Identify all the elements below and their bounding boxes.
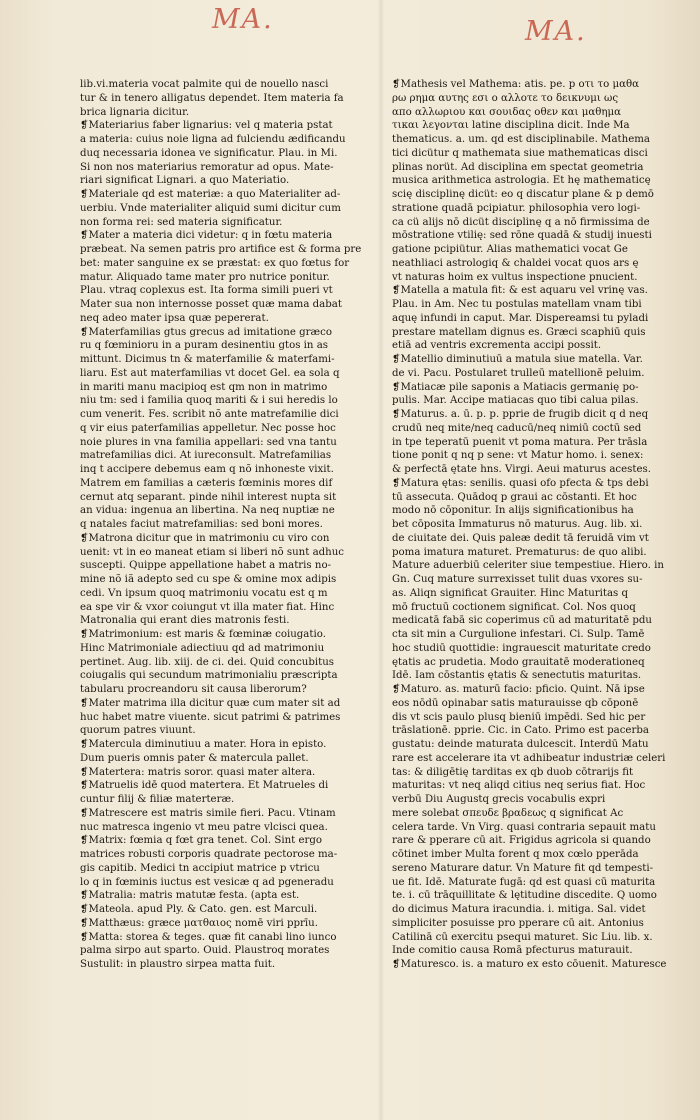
right-text-column bbox=[392, 78, 684, 972]
text-line: mōstratione vtilię: sed rōne quadā & studij inuesti bbox=[392, 230, 652, 242]
text-line: tas: & diligētię tarditas ex qb duob cōtrarijs fit bbox=[392, 766, 634, 778]
text-line: modo nō cōponitur. In alijs significationibus ha bbox=[392, 505, 634, 517]
text-line: Mature aduerbiū celeriter siue tempestiue. Hiero. in bbox=[392, 560, 664, 572]
text-line: ❡Matrimonium: est maris & fœminæ coiugatio. bbox=[80, 629, 326, 640]
text-line: a materia: cuius noie ligna ad fulciendu ædificandu bbox=[80, 134, 346, 145]
text-line: lo q in fœminis iuctus est vesicæ q ad pgeneradu bbox=[80, 876, 334, 888]
text-line: rare est accelerare ita vt adhibeatur industriæ celeri bbox=[392, 752, 666, 764]
text-line: ❡Maturus. a. ū. p. p. pprie de frugib dicit q d neq bbox=[392, 409, 649, 420]
text-line: mere solebat σπευδε βραδεως q significat Ac bbox=[392, 807, 624, 819]
text-line: ρω ρημα αυτης εσι ο αλλοτε το δεικνυμι ως bbox=[392, 92, 619, 104]
text-line: liaru. Est aut materfamilias vt docet Gel. ea sola q bbox=[80, 367, 340, 379]
text-line: crudū neq mite/neq caducū/neq nimiū coctū sed bbox=[392, 422, 642, 434]
text-line: ❡Materfamilias gtus grecus ad imitatione græco bbox=[80, 326, 332, 338]
text-line: trāslationē. pprie. Cic. in Cato. Primo est pacerba bbox=[392, 725, 649, 737]
text-line: aquę infundi in caput. Mar. Dispereamsi tu pyladi bbox=[392, 312, 649, 324]
text-line: Gn. Cuq mature surrexisset tulit duas vxores su- bbox=[392, 574, 643, 585]
text-line: an vidua: ingenua an libertina. Na neq nuptiæ ne bbox=[80, 505, 335, 517]
text-line: as. Aliqn significat Grauiter. Hinc Maturitas q bbox=[392, 587, 629, 599]
text-line: ea spe vir & vxor coiungut vt illa mater fiat. Hinc bbox=[80, 601, 335, 613]
text-line: ❡Matrix: fœmia q fœt gra tenet. Col. Sint ergo bbox=[80, 835, 323, 847]
text-line: non forma rei: sed materia significatur. bbox=[80, 216, 283, 228]
text-line: cōtinet imber Multa forent q mox cœlo pperāda bbox=[392, 849, 639, 860]
text-line: bet: mater sanguine ex se præstat: ex quo fœtus for bbox=[80, 257, 350, 269]
text-line: ❡Matellio diminutiuū a matula siue matella. Var. bbox=[392, 354, 643, 365]
text-line: simpliciter posuisse pro pperare cū ait. Antonius bbox=[392, 917, 644, 929]
text-line: duq necessaria idonea ve significatur. Plau. in Mi. bbox=[80, 147, 338, 159]
text-line: eos nōdū opinabar satis maturauisse qb cōponē bbox=[392, 697, 639, 709]
text-line: απο αλλωριου και σουιδας οθεν και μαθημα bbox=[392, 106, 621, 118]
text-line: huc habet matre viuente. sicut patrimi & patrimes bbox=[80, 711, 341, 723]
text-line: scię disciplinę dicüt: eo q discatur plane & p demō bbox=[392, 189, 654, 200]
text-line: ❡Matura ętas: senilis. quasi ofo pfecta & tps debi bbox=[392, 477, 649, 489]
text-line: riari significat Lignari. a quo Materiatio. bbox=[80, 175, 290, 187]
text-line: gustatu: deinde maturata dulcescit. Interdū Matu bbox=[392, 739, 649, 750]
text-line: medicatā fabā sic coperimus cū ad maturitatē pdu bbox=[392, 615, 652, 627]
column-gutter bbox=[378, 0, 384, 1120]
text-line: matrefamilias dici. At iureconsult. Matrefamilias bbox=[80, 450, 332, 462]
text-line: ❡Matella a matula fit: & est aquaru vel vrinę vas. bbox=[392, 285, 648, 297]
text-line: cta sit min a Curgulione infestari. Ci. Sulp. Tamē bbox=[392, 629, 645, 640]
text-line: niu tm: sed i familia quoq mariti & i sui heredis lo bbox=[80, 395, 338, 407]
text-line: vt naturas hoim ex vultus inspectione pnucient. bbox=[392, 271, 638, 283]
text-line: Dum pueris omnis pater & matercula pallet. bbox=[80, 752, 309, 764]
text-line: Matronalia qui erant dies matronis festi. bbox=[80, 615, 290, 627]
text-line: mō fructuū coctionem significat. Col. Nos quoq bbox=[392, 601, 636, 613]
text-line: præbeat. Na semen patris pro artifice est & forma pre bbox=[80, 244, 362, 255]
text-line: rare & pperare cū ait. Frigidus agricola si quando bbox=[392, 835, 651, 847]
text-line: ❡Mater a materia dici videtur: q in fœtu materia bbox=[80, 230, 333, 242]
text-line: neq adeo mater ipsa quæ pepererat. bbox=[80, 312, 269, 324]
text-line: pertinet. Aug. lib. xiij. de ci. dei. Quid concubitus bbox=[80, 656, 335, 668]
text-line: pulis. Mar. Accipe matiacas quo tibi calua pilas. bbox=[392, 395, 639, 407]
text-line: cernut atq separant. pinde nihil interest nupta sit bbox=[80, 491, 337, 503]
text-line: ❡Matthæus: græce ματθαιος nomē viri pprīu. bbox=[80, 917, 318, 929]
text-line: hoc studiū quottidie: ingrauescit maturitate credo bbox=[392, 642, 651, 654]
text-line: etiā ad ventris excrementa accipi possit. bbox=[392, 340, 602, 352]
left-header-mark: MA. bbox=[212, 4, 274, 35]
text-line: inq t accipere debemus eam q nõ inhoneste vixit. bbox=[80, 464, 334, 475]
text-line: Catilinā cū exercitu psequi maturet. Sic Liu. lib. x. bbox=[392, 931, 653, 943]
text-line: celera tarde. Vn Virg. quasi contraria sepauit matu bbox=[392, 821, 656, 833]
text-line: neathliaci astrologiq & chaldei vocat quos ars ę bbox=[392, 257, 639, 269]
text-line: brica lignaria dicitur. bbox=[80, 106, 190, 118]
text-line: musica arithmetica astrologia. Et hę mathematicę bbox=[392, 175, 651, 187]
text-line: coiugalis qui secundum matrimonialiu præscripta bbox=[80, 670, 338, 682]
text-line: gis capitib. Medici tn accipiut matrice p vtricu bbox=[80, 862, 320, 874]
text-line: stratione quadā pcipiatur. philosophia vero logi- bbox=[392, 202, 641, 214]
text-line: quorum patres viuunt. bbox=[80, 725, 196, 737]
text-line: thematicus. a. um. qd est disciplinabile. Mathema bbox=[392, 134, 650, 145]
text-line: verbū Diu Augustq grecis vocabulis expri bbox=[392, 794, 606, 805]
text-line: Si non nos materiarius remoratur ad opus. Mate- bbox=[80, 161, 334, 173]
text-line: & perfectā ętate hns. Virgi. Aeui maturus acestes. bbox=[392, 464, 651, 475]
text-line: ❡Mater matrima illa dicitur quæ cum mater sit ad bbox=[80, 697, 341, 709]
text-line: Mater sua non internosse posset quæ mama dabat bbox=[80, 299, 342, 310]
text-line: ❡Matrona dicitur que in matrimoniu cu viro con bbox=[80, 532, 330, 544]
text-line: ❡Maturo. as. maturū facio: pficio. Quint. Nā ipse bbox=[392, 684, 645, 695]
text-line: gatione pcipiütur. Alias mathematici vocat Ge bbox=[392, 244, 628, 255]
text-line: cedi. Vn ipsum quoq matrimoniu vocatu est q m bbox=[80, 587, 328, 599]
text-line: ❡Matralia: matris matutæ festa. (apta est. bbox=[80, 890, 300, 902]
text-line: mine nõ iã adepto sed cu spe & omine mox adipis bbox=[80, 574, 337, 585]
text-line: ❡Matercula diminutiuu a mater. Hora in episto. bbox=[80, 739, 327, 750]
text-line: noie plures in vna familia appellari: sed vna tantu bbox=[80, 436, 337, 448]
text-line: de vi. Pacu. Postularet trulleū matellionē peluim. bbox=[392, 367, 645, 379]
text-line: ru q fœminioru in a puram desinentiu gtos in as bbox=[80, 340, 329, 352]
text-line: do dicimus Matura iracundia. i. mitiga. Sal. videt bbox=[392, 904, 646, 915]
text-line: Plau. in Am. Nec tu postulas matellam vnam tibi bbox=[392, 299, 642, 310]
text-line: sereno Maturare datur. Vn Mature fit qd tempesti- bbox=[392, 862, 654, 874]
text-line: in tpe teperatū puenit vt poma matura. Per trāsla bbox=[392, 436, 648, 448]
text-line: lib.vi.materia vocat palmite qui de nouello nasci bbox=[80, 79, 329, 90]
text-line: in mariti manu macipioq est qm non in matrimo bbox=[80, 381, 328, 393]
text-line: cuntur filij & filiæ materteræ. bbox=[80, 794, 235, 805]
right-header-mark: MA. bbox=[525, 16, 587, 47]
text-line: uerbiu. Vnde materialiter aliquid sumi dicitur cum bbox=[80, 202, 341, 214]
text-line: ue fit. Idē. Maturate fugā: qd est quasi cū maturita bbox=[392, 876, 656, 888]
text-line: cum venerit. Fes. scribit nõ ante matrefamilie dici bbox=[80, 409, 339, 420]
text-line: suscepti. Quippe appellatione habet a matris no- bbox=[80, 560, 332, 572]
text-line: mittunt. Dicimus tn & materfamilie & materfami- bbox=[80, 354, 335, 365]
text-line: Idē. Iam cōstantis ętatis & senectutis maturitas. bbox=[392, 670, 642, 682]
text-line: Hinc Matrimoniale adiectiuu qd ad matrimoniu bbox=[80, 642, 325, 654]
text-line: q natales faciut matrefamilias: sed boni mores. bbox=[80, 519, 323, 530]
text-line: Plau. vtraq coplexus est. Ita forma simili pueri vt bbox=[80, 285, 333, 297]
text-line: tione ponit q nq p sene: vt Matur homo. i. senex: bbox=[392, 450, 644, 462]
text-line: matur. Aliquado tame mater pro nutrice ponitur. bbox=[80, 271, 330, 283]
text-line: de ciuitate dei. Quis paleæ dedit tā feruidā vim vt bbox=[392, 532, 649, 544]
text-line: ❡Materiale qd est materiæ: a quo Materialiter ad- bbox=[80, 189, 341, 200]
text-line: dis vt scis paulo plusq bieniū impēdi. Sed hic per bbox=[392, 711, 646, 723]
text-line: ❡Matertera: matris soror. quasi mater altera. bbox=[80, 766, 316, 778]
text-line: tabularu procreandoru sit causa liberorum? bbox=[80, 684, 307, 695]
text-line: Inde comitio causa Romā pfecturus maturauit. bbox=[392, 945, 633, 957]
text-line: ❡Matta: storea & teges. quæ fit canabi lino iunco bbox=[80, 931, 337, 943]
text-line: ca cü alijs nō dicüt disciplinę q a nō firmissima de bbox=[392, 216, 650, 228]
text-line: bet cōposita Immaturus nō maturus. Aug. lib. xi. bbox=[392, 519, 643, 530]
text-line: q vir eius paterfamilias appelletur. Nec posse hoc bbox=[80, 422, 336, 434]
text-line: tur & in tenero alligatus dependet. Item materia fa bbox=[80, 92, 344, 104]
text-line: tici dicütur q mathemata siue mathematicas disci bbox=[392, 147, 648, 159]
text-line: ❡Matruelis idē quod matertera. Et Matrueles di bbox=[80, 780, 329, 792]
text-line: palma sirpo aut sparto. Ouid. Plaustroq morates bbox=[80, 945, 330, 957]
text-line: prestare matellam dignus es. Græci scaphiū quis bbox=[392, 326, 646, 338]
text-line: ❡Mateola. apud Ply. & Cato. gen. est Marculi. bbox=[80, 904, 318, 915]
text-line: ❡Materiarius faber lignarius: vel q materia pstat bbox=[80, 120, 333, 132]
text-line: ❡Matiacæ pile saponis a Matiacis germanię po- bbox=[392, 381, 639, 393]
text-line: poma imatura maturet. Prematurus: de quo alibi. bbox=[392, 546, 647, 558]
text-line: ❡Mathesis vel Mathema: atis. pe. p οτι το μαθα bbox=[392, 79, 639, 90]
text-line: τικαι λεγονται latine disciplina dicit. Inde Ma bbox=[392, 120, 630, 132]
text-line: ❡Maturesco. is. a maturo ex esto cōuenit. Maturesce bbox=[392, 959, 667, 970]
text-line: te. i. cū trāquillitate & lętitudine discedite. Q uomo bbox=[392, 890, 657, 902]
text-line: ętatis ac prudetia. Modo grauitatē moderationeq bbox=[392, 656, 645, 668]
text-line: tū assecuta. Quādoq p graui ac cōstanti. Et hoc bbox=[392, 491, 637, 503]
text-line: nuc matresca ingenio vt meu patre vlcisci quea. bbox=[80, 821, 328, 833]
text-line: matrices robusti corporis quadrate pectorose ma- bbox=[80, 849, 338, 860]
text-line: Sustulit: in plaustro sirpea matta fuit. bbox=[80, 959, 276, 970]
text-line: maturitas: vt neq aliqd citius neq serius fiat. Hoc bbox=[392, 780, 646, 792]
text-line: ❡Matrescere est matris simile fieri. Pacu. Vtinam bbox=[80, 807, 336, 819]
left-text-column bbox=[80, 78, 372, 972]
text-line: Matrem em familias a cæteris fœminis mores dif bbox=[80, 477, 333, 489]
text-line: plinas norüt. Ad disciplina em spectat geometria bbox=[392, 161, 644, 173]
text-line: uenit: vt in eo maneat etiam si liberi nõ sunt adhuc bbox=[80, 546, 344, 558]
